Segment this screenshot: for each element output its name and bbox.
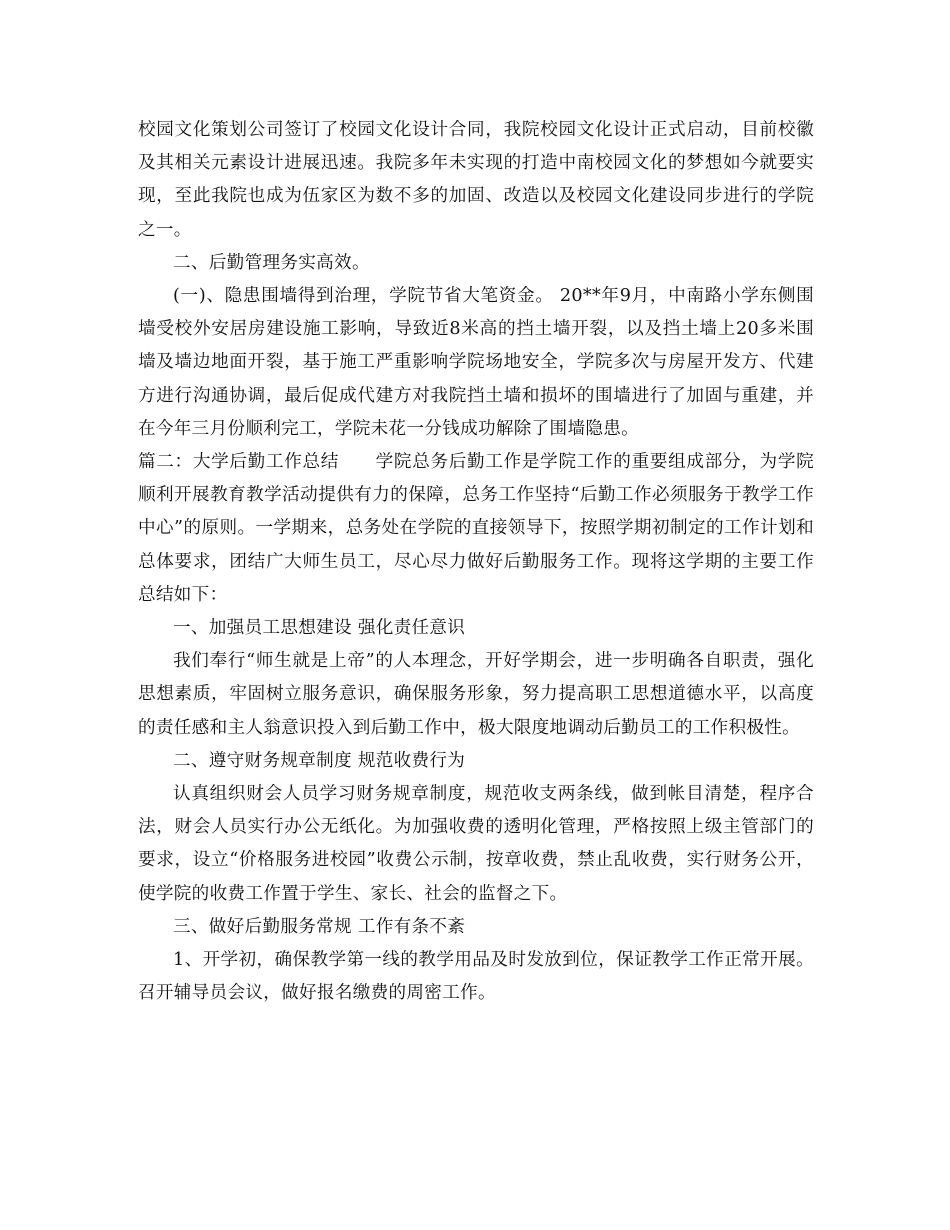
paragraph-finance-management: 认真组织财会人员学习财务规章制度，规范收支两条线，做到帐目清楚，程序合法，财会人员实行办公无纸化。为加强收费的透明化管理，严格按照上级主管部门的要求，设立“价格服务进校园”收费公示制，按章收费，禁止乱收费，实行财务公开，使学院的收费工作置于学生、家长、社会的监督之下。 — [138, 784, 814, 904]
paragraph-service-philosophy: 我们奉行“师生就是上帝”的人本理念，开好学期会，进一步明确各自职责，强化思想素质，牢固树立服务意识，确保服务形象，努力提高职工思想道德水平，以高度的责任感和主人翁意识投入到后勤工作中，极大限度地调动后勤员工的工作积极性。 — [138, 651, 814, 738]
document-page — [138, 114, 814, 1010]
paragraph-article-two-intro: 篇二：大学后勤工作总结 学院总务后勤工作是学院工作的重要组成部分，为学院顺利开展教育教学活动提供有力的保障，总务工作坚持“后勤工作必须服务于教学工作中心”的原则。一学期来，总务处在学院的直接领导下，按照学期初制定的工作计划和总体要求，团结广大师生员工，尽心尽力做好后勤服务工作。现将这学期的主要工作总结如下： — [138, 452, 814, 605]
section-heading-logistics: 二、后勤管理务实高效。 — [173, 252, 370, 273]
paragraph-wall-repair: (一)、隐患围墙得到治理，学院节省大笔资金。 20**年9月，中南路小学东侧围墙受校外安居房建设施工影响，导致近8米高的挡土墙开裂，以及挡土墙上20多米围墙及墙边地面开裂，基于施工严重影响学院场地安全，学院多次与房屋开发方、代建方进行沟通协调，最后促成代建方对我院挡土墙和损坏的围墙进行了加固与重建，并在今年三月份顺利完工，学院未花一分钱成功解除了围墙隐患。 — [138, 286, 814, 439]
section-heading-logistics-routine: 三、做好后勤服务常规 工作有条不紊 — [173, 916, 466, 937]
paragraph-semester-start: 1、开学初，确保教学第一线的教学用品及时发放到位，保证教学工作正常开展。召开辅导员会议，做好报名缴费的周密工作。 — [138, 950, 814, 1004]
section-heading-staff-thinking: 一、加强员工思想建设 强化责任意识 — [173, 618, 466, 639]
section-heading-finance-rules: 二、遵守财务规章制度 规范收费行为 — [173, 750, 466, 771]
paragraph-continuation: 校园文化策划公司签订了校园文化设计合同，我院校园文化设计正式启动，目前校徽及其相关元素设计进展迅速。我院多年未实现的打造中南校园文化的梦想如今就要实现，至此我院也成为伍家区为数不多的加固、改造以及校园文化建设同步进行的学院之一。 — [138, 120, 814, 240]
